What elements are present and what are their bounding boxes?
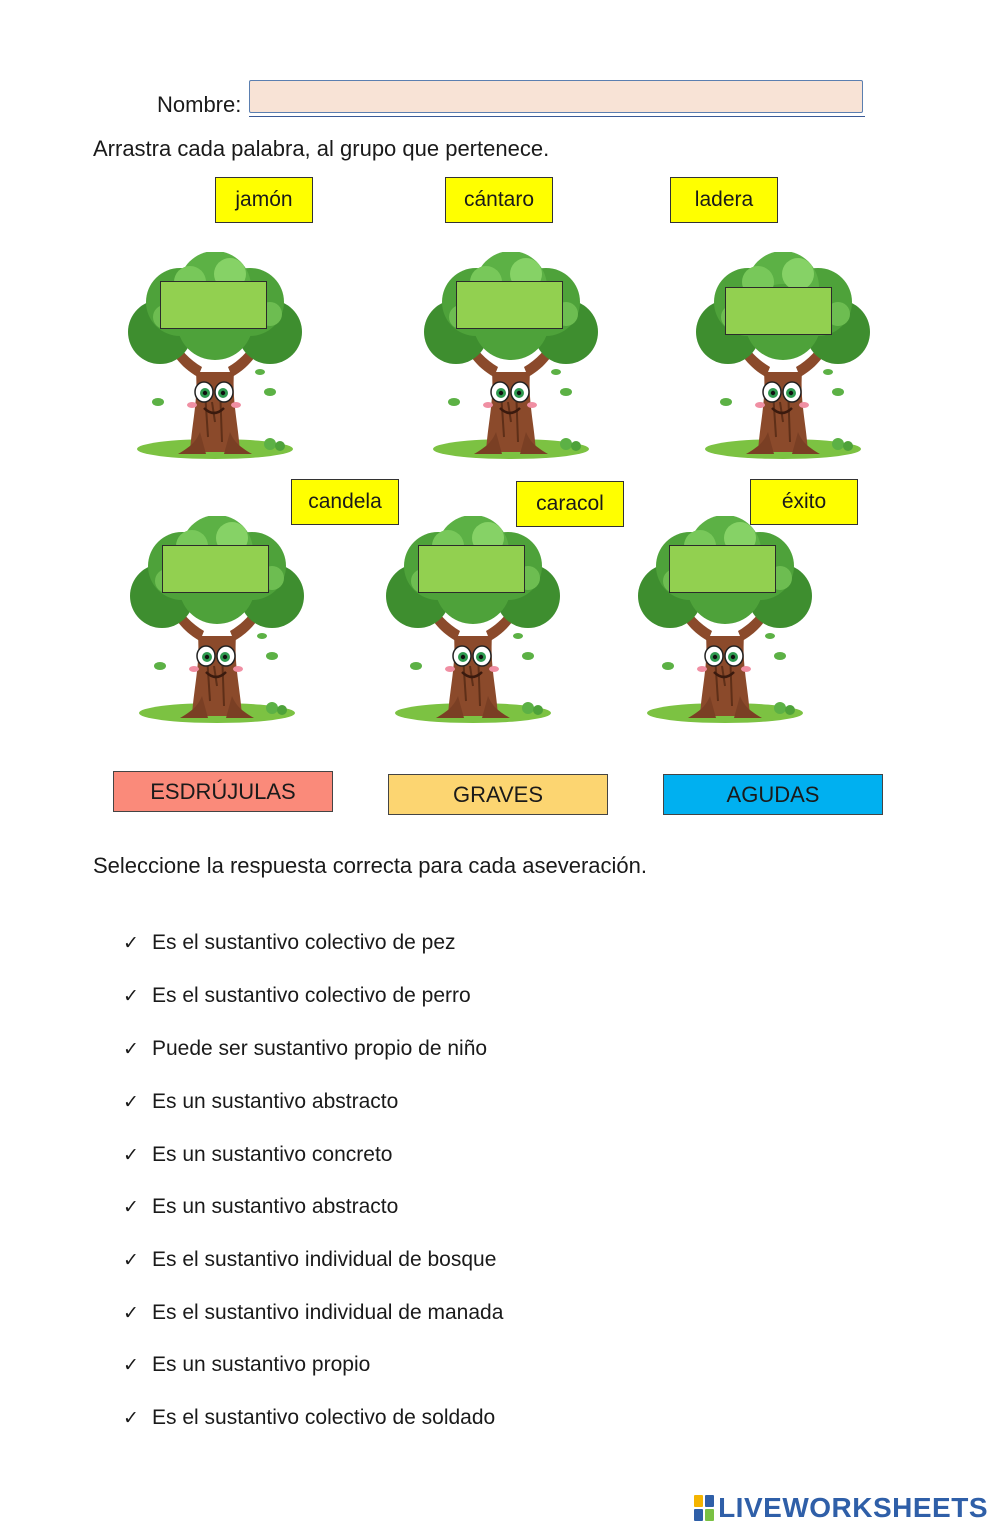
check-icon: ✓	[123, 985, 139, 1007]
drop-zone-5[interactable]	[418, 545, 525, 593]
word-jamon[interactable]: jamón	[215, 177, 313, 223]
list-item	[123, 1353, 370, 1377]
liveworksheets-logo	[694, 1492, 988, 1524]
list-item-text: Es el sustantivo individual de bosque	[152, 1248, 497, 1271]
list-item	[123, 1195, 398, 1219]
liveworksheets-logo-icon	[694, 1495, 714, 1521]
category-graves: GRAVES	[388, 774, 608, 815]
check-icon: ✓	[123, 1302, 139, 1324]
list-item	[123, 1143, 392, 1167]
check-icon: ✓	[123, 1249, 139, 1271]
word-caracol[interactable]: caracol	[516, 481, 624, 527]
word-ladera[interactable]: ladera	[670, 177, 778, 223]
check-icon: ✓	[123, 1407, 139, 1429]
list-item-text: Es un sustantivo abstracto	[152, 1090, 399, 1113]
list-item-text: Es un sustantivo abstracto	[152, 1195, 399, 1218]
check-icon: ✓	[123, 1091, 139, 1113]
category-agudas: AGUDAS	[663, 774, 883, 815]
list-item-text: Puede ser sustantivo propio de niño	[152, 1037, 488, 1060]
check-icon: ✓	[123, 1354, 139, 1376]
check-icon: ✓	[123, 1038, 139, 1060]
list-item	[123, 1406, 495, 1430]
word-exito[interactable]: éxito	[750, 479, 858, 525]
check-icon: ✓	[123, 1196, 139, 1218]
drop-zone-1[interactable]	[160, 281, 267, 329]
list-item	[123, 1090, 398, 1114]
check-icon: ✓	[123, 1144, 139, 1166]
list-item-text: Es el sustantivo colectivo de soldado	[152, 1406, 496, 1429]
list-item	[123, 1301, 503, 1325]
logo-text: LIVEWORKSHEETS	[718, 1492, 988, 1523]
name-underline	[249, 116, 865, 117]
word-cantaro[interactable]: cántaro	[445, 177, 553, 223]
category-esdrujulas: ESDRÚJULAS	[113, 771, 333, 812]
list-item-text: Es el sustantivo individual de manada	[152, 1301, 504, 1324]
list-item	[123, 984, 471, 1008]
list-item-text: Es un sustantivo propio	[152, 1353, 371, 1376]
name-label: Nombre:	[157, 92, 242, 117]
word-candela[interactable]: candela	[291, 479, 399, 525]
list-item	[123, 1037, 487, 1061]
name-field[interactable]	[249, 80, 863, 113]
list-item-text: Es un sustantivo concreto	[152, 1143, 393, 1166]
drop-zone-6[interactable]	[669, 545, 776, 593]
drop-zone-4[interactable]	[162, 545, 269, 593]
list-item	[123, 1248, 496, 1272]
list-item-text: Es el sustantivo colectivo de pez	[152, 931, 456, 954]
select-instruction: Seleccione la respuesta correcta para cada aseveración.	[93, 853, 647, 878]
check-icon: ✓	[123, 932, 139, 954]
list-item	[123, 931, 456, 955]
list-item-text: Es el sustantivo colectivo de perro	[152, 984, 471, 1007]
drop-zone-3[interactable]	[725, 287, 832, 335]
tree-image	[688, 252, 878, 462]
drop-zone-2[interactable]	[456, 281, 563, 329]
drag-instruction: Arrastra cada palabra, al grupo que pertenece.	[93, 136, 550, 161]
